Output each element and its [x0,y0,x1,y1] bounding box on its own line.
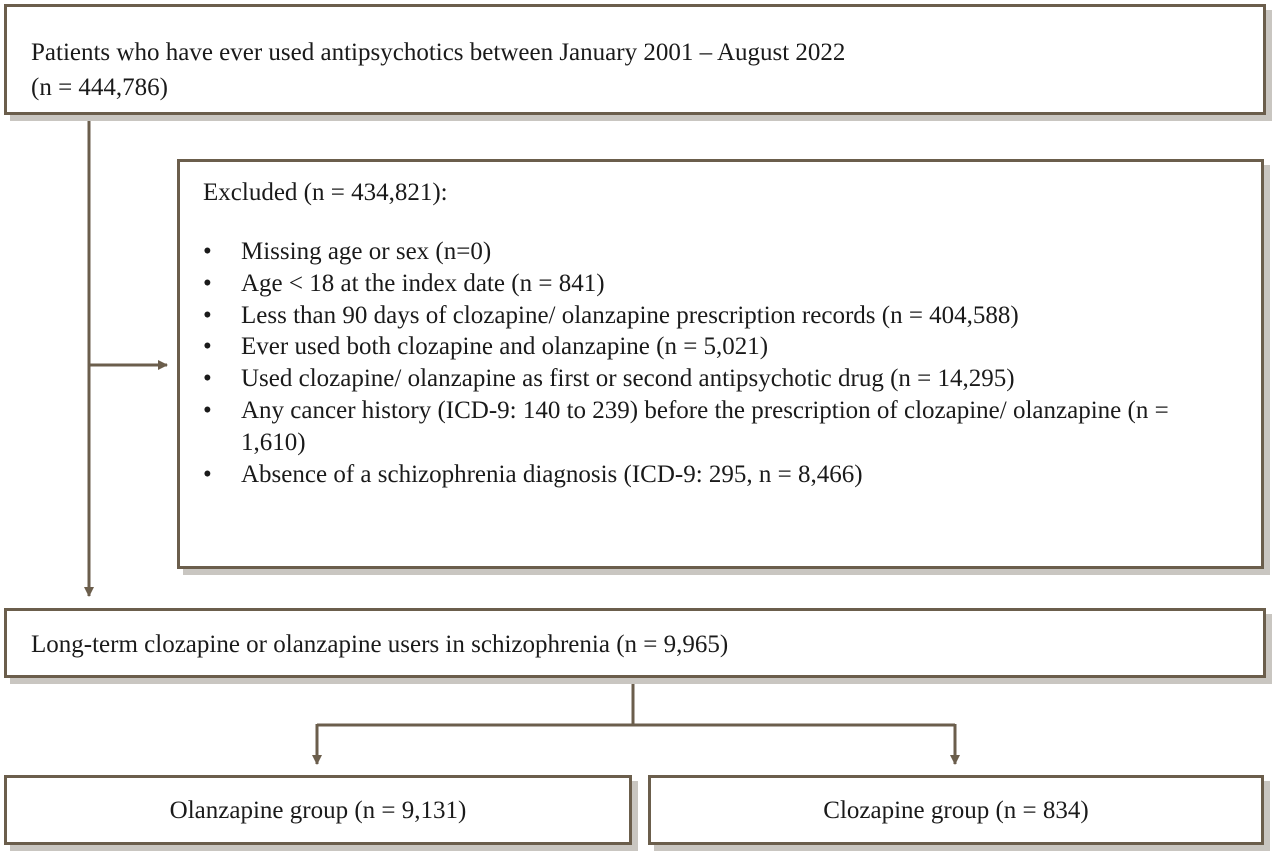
exclusion-item [203,363,1261,395]
source-population-line2: (n = 444,786) [31,74,168,101]
exclusion-list [203,236,1261,490]
clozapine-group-box [648,775,1264,845]
study-cohort-label: Long-term clozapine or olanzapine users in schizophrenia (n = 9,965) [31,631,729,658]
olanzapine-group-label: Olanzapine group (n = 9,131) [169,797,467,824]
exclusion-item-text: Any cancer history (ICD-9: 140 to 239) before the prescription of clozapine/ olanzapine (n = 1,610) [241,396,1169,456]
exclusion-item [203,459,1261,491]
exclusion-item-text: Less than 90 days of clozapine/ olanzapine prescription records (n = 404,588) [241,301,1019,329]
bullet-icon: • [203,460,212,488]
exclusion-box [177,159,1264,569]
exclusion-item [203,331,1261,363]
bullet-icon: • [203,238,212,265]
exclusion-item-text: Absence of a schizophrenia diagnosis (ICD-9: 295, n = 8,466) [241,460,863,488]
bullet-icon: • [203,301,212,329]
bullet-icon: • [203,396,212,424]
olanzapine-group-box [4,775,632,845]
source-population-box [4,4,1266,115]
exclusion-item-text: Age < 18 at the index date (n = 841) [241,269,605,297]
exclusion-title: Excluded (n = 434,821): [203,179,448,206]
exclusion-item-text: Missing age or sex (n=0) [241,238,492,265]
bullet-icon: • [203,365,212,393]
bullet-icon: • [203,269,212,297]
exclusion-item-text: Ever used both clozapine and olanzapine (n = 5,021) [241,333,769,361]
exclusion-item-text: Used clozapine/ olanzapine as first or second antipsychotic drug (n = 14,295) [241,365,1015,393]
bullet-icon: • [203,333,212,361]
exclusion-item [203,268,1261,300]
study-cohort-box [4,608,1266,678]
exclusion-item [203,395,1171,459]
clozapine-group-label: Clozapine group (n = 834) [823,797,1089,824]
exclusion-item [203,236,1261,268]
exclusion-item [203,300,1261,332]
source-population-line1: Patients who have ever used antipsychotics between January 2001 – August 2022 [31,39,846,66]
